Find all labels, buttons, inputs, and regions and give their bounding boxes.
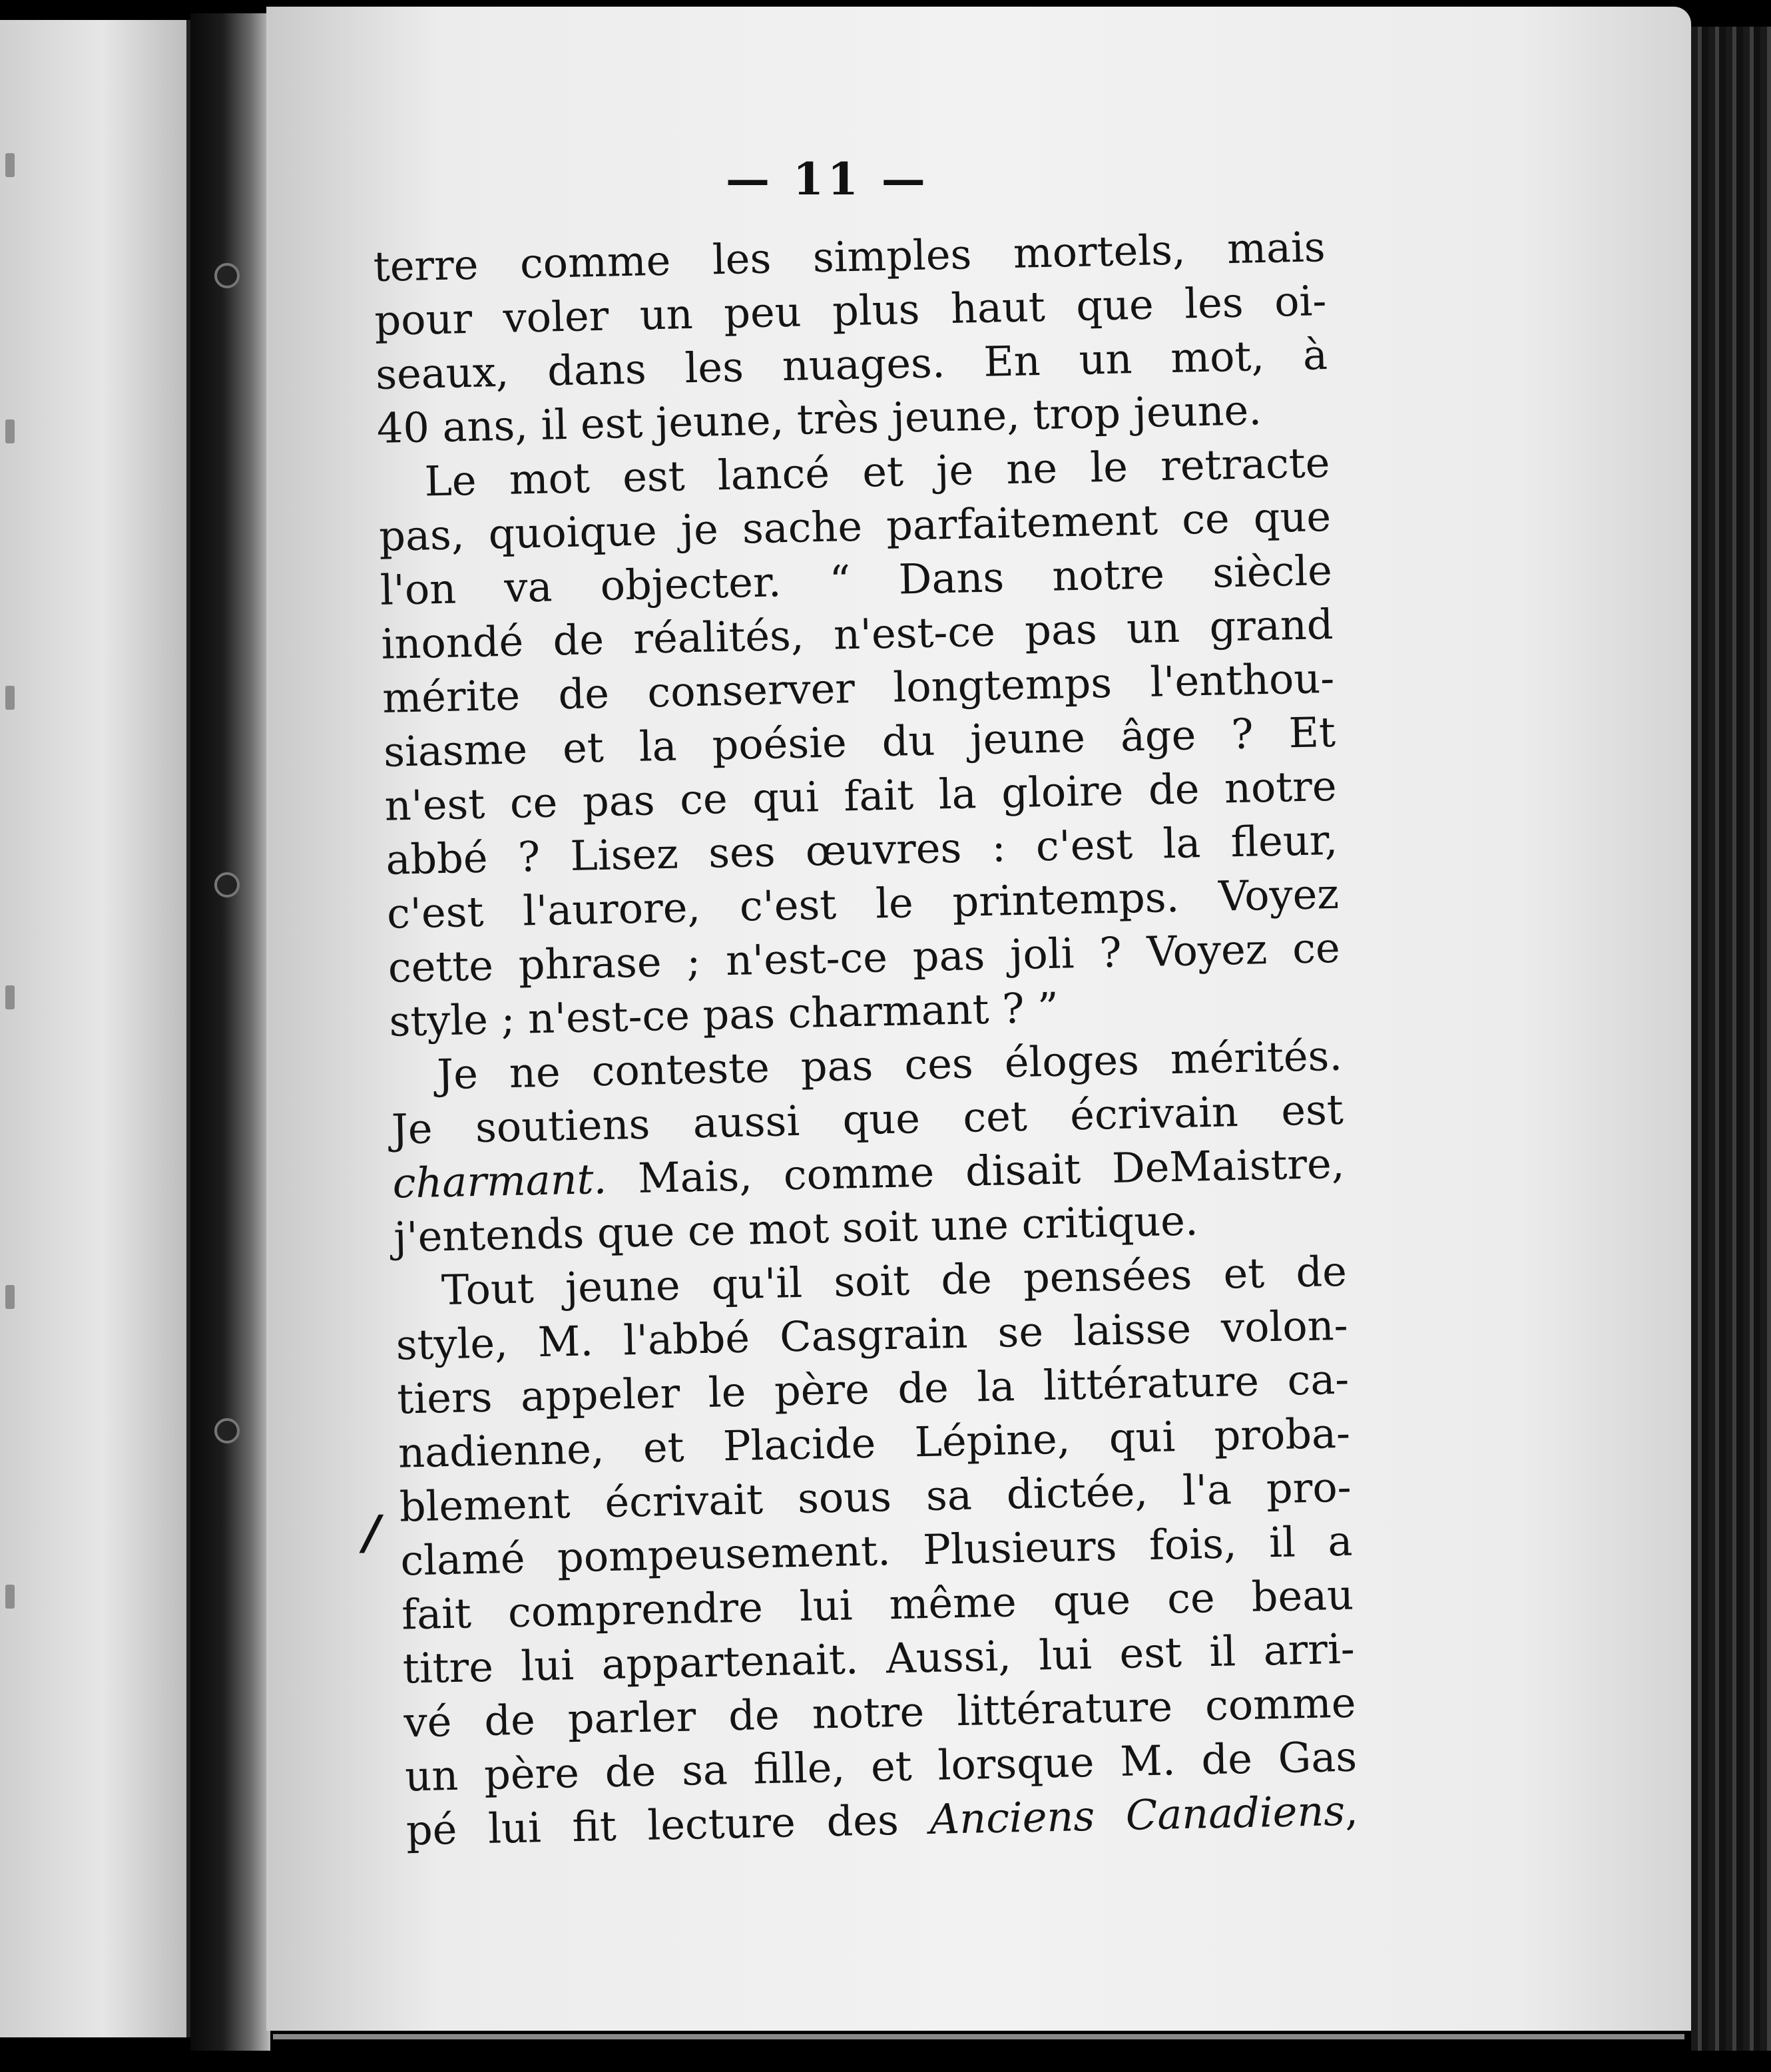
- text-line: style ; n'est-ce pas charmant ? ”: [388, 983, 1059, 1046]
- binding-stitch: [214, 263, 240, 288]
- page-bottom-edge: [273, 2034, 1684, 2039]
- facing-page-mark: [5, 419, 15, 443]
- text-line: mérite de conserver longtemps l'enthou-: [381, 653, 1335, 722]
- facing-page-mark: [5, 686, 15, 710]
- text-line: l'on va objecter. “ Dans notre siècle: [380, 545, 1333, 615]
- text-line: seaux, dans les nuages. En un mot, à: [375, 330, 1328, 399]
- text-line: Je ne conteste pas ces éloges mérités.: [436, 1031, 1343, 1099]
- text-line: cette phrase ; n'est-ce pas joli ? Voyez ce: [387, 923, 1341, 992]
- text-line: fait comprendre lui même que ce beau: [401, 1570, 1354, 1639]
- text-line: c'est l'aurore, c'est le printemps. Voyez: [386, 869, 1340, 938]
- text-line: nadienne, et Placide Lépine, qui proba-: [397, 1408, 1351, 1477]
- text-line: pas, quoique je sache parfaitement ce que: [378, 491, 1332, 561]
- margin-annotation: /: [363, 1505, 380, 1560]
- text-line: clamé pompeusement. Plusieurs fois, il a: [399, 1516, 1354, 1585]
- page-number: — 11 —: [726, 153, 929, 205]
- facing-page-mark: [5, 1285, 15, 1309]
- text-line: inondé de réalités, n'est-ce pas un grand: [380, 599, 1334, 668]
- text-line: siasme et la poésie du jeune âge ? Et: [383, 707, 1336, 776]
- text-line: Tout jeune qu'il soit de pensées et de: [441, 1246, 1348, 1315]
- text-line: vé de parler de notre littérature comme: [403, 1678, 1357, 1747]
- facing-page-mark: [5, 153, 15, 177]
- facing-page-left: [0, 20, 190, 2037]
- binding-stitch: [214, 1418, 240, 1443]
- text-line: 40 ans, il est jeune, très jeune, trop jeune.: [376, 386, 1262, 453]
- binding-stitch: [214, 872, 240, 898]
- text-line: terre comme les simples mortels, mais: [373, 222, 1326, 291]
- text-line: Le mot est lancé et je ne le retracte: [423, 437, 1331, 506]
- text-line: titre lui appartenait. Aussi, lui est il arri-: [402, 1624, 1356, 1693]
- facing-page-mark: [5, 1585, 15, 1609]
- text-line: abbé ? Lisez ses œuvres : c'est la fleur,: [385, 815, 1338, 884]
- page-edges: [1691, 27, 1771, 2051]
- book-spine: [190, 13, 270, 2051]
- text-line: Je soutiens aussi que cet écrivain est: [391, 1085, 1344, 1154]
- text-line: style, M. l'abbé Casgrain se laisse volon-: [395, 1300, 1349, 1370]
- text-line: blement écrivait sous sa dictée, l'a pro-: [399, 1462, 1352, 1531]
- text-line: j'entends que ce mot soit une critique.: [393, 1196, 1199, 1262]
- text-line: tiers appeler le père de la littérature ca-: [396, 1354, 1350, 1424]
- text-line: un père de sa fille, et lorsque M. de Gas: [404, 1732, 1358, 1801]
- text-line: n'est ce pas ce qui fait la gloire de notre: [384, 761, 1338, 830]
- text-line: charmant. Mais, comme disait DeMaistre,: [391, 1139, 1346, 1208]
- text-line: pé lui fit lecture des Anciens Canadiens,: [405, 1786, 1359, 1855]
- facing-page-mark: [5, 985, 15, 1009]
- body-text: [373, 220, 1359, 1857]
- text-line: pour voler un peu plus haut que les oi-: [374, 276, 1327, 345]
